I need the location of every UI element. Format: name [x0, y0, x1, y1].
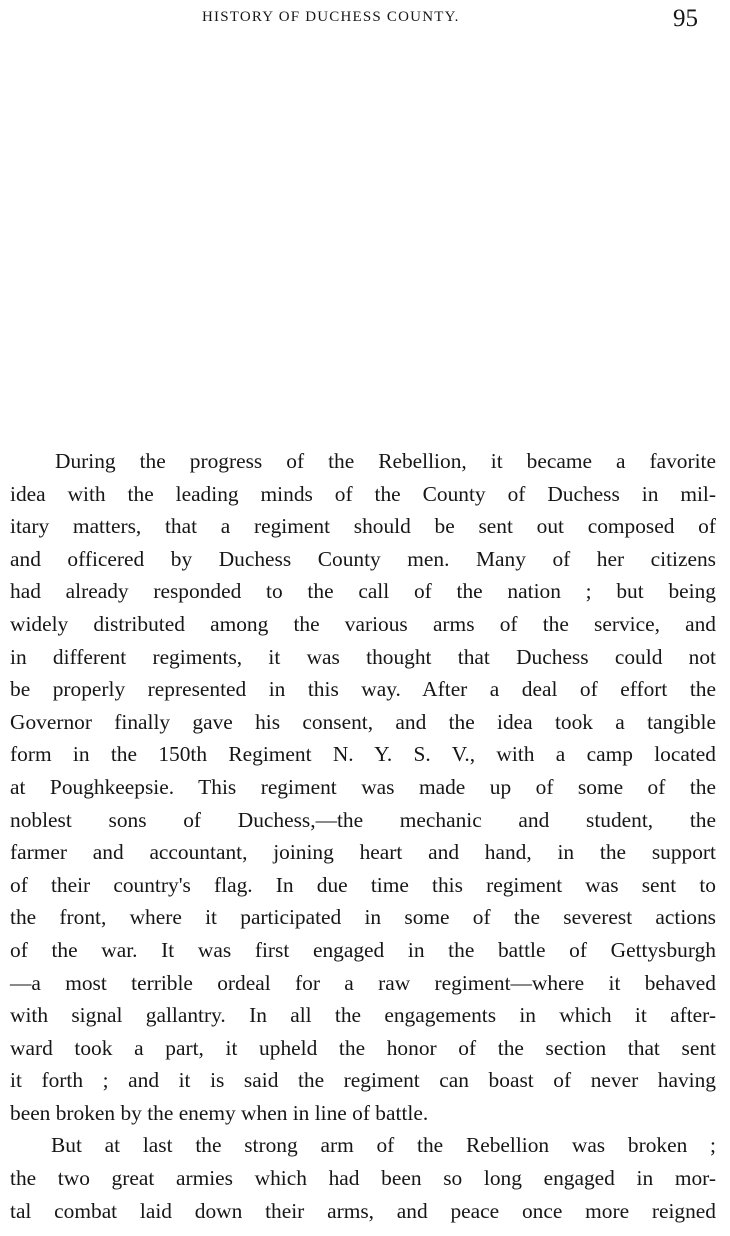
- paragraph-1: [10, 445, 716, 1129]
- text-line: the front, where it participated in some of the severest actions: [10, 905, 716, 930]
- text-line: in different regiments, it was thought that Duchess could not: [10, 644, 716, 669]
- text-line: of their country's flag. In due time this regiment was sent to: [10, 872, 716, 897]
- text-line: —a most terrible ordeal for a raw regiment—where it behaved: [10, 970, 716, 995]
- body-text: [10, 445, 716, 1227]
- text-line: During the progress of the Rebellion, it became a favorite: [55, 449, 716, 473]
- text-line: be properly represented in this way. After a deal of effort the: [10, 677, 716, 702]
- text-line: itary matters, that a regiment should be sent out composed of: [10, 514, 716, 539]
- text-line: noblest sons of Duchess,—the mechanic and student, the: [10, 807, 716, 832]
- text-line: ward took a part, it upheld the honor of the section that sent: [10, 1035, 716, 1060]
- text-line: been broken by the enemy when in line of battle.: [10, 1100, 429, 1125]
- paragraph-2: [10, 1129, 716, 1227]
- text-line: and officered by Duchess County men. Many of her citizens: [10, 546, 716, 571]
- text-line: tal combat laid down their arms, and peace once more reigned: [10, 1198, 716, 1223]
- text-line: idea with the leading minds of the County of Duchess in mil-: [10, 481, 716, 506]
- text-line: widely distributed among the various arms of the service, and: [10, 611, 716, 636]
- page-number: 95: [673, 5, 698, 32]
- text-line: form in the 150th Regiment N. Y. S. V., with a camp located: [10, 742, 716, 767]
- text-line: had already responded to the call of the nation ; but being: [10, 579, 716, 604]
- text-line: of the war. It was first engaged in the battle of Gettysburgh: [10, 937, 716, 962]
- text-line: farmer and accountant, joining heart and hand, in the support: [10, 840, 716, 865]
- text-line: at Poughkeepsie. This regiment was made up of some of the: [10, 774, 716, 799]
- text-line: with signal gallantry. In all the engagements in which it after-: [10, 1003, 716, 1028]
- text-line: But at last the strong arm of the Rebellion was broken ;: [51, 1133, 716, 1158]
- running-title: HISTORY OF DUCHESS COUNTY.: [202, 9, 460, 25]
- text-line: Governor finally gave his consent, and the idea took a tangible: [10, 709, 716, 734]
- text-line: it forth ; and it is said the regiment can boast of never having: [10, 1068, 716, 1093]
- text-line: the two great armies which had been so long engaged in mor-: [10, 1166, 716, 1191]
- running-head: [0, 6, 730, 36]
